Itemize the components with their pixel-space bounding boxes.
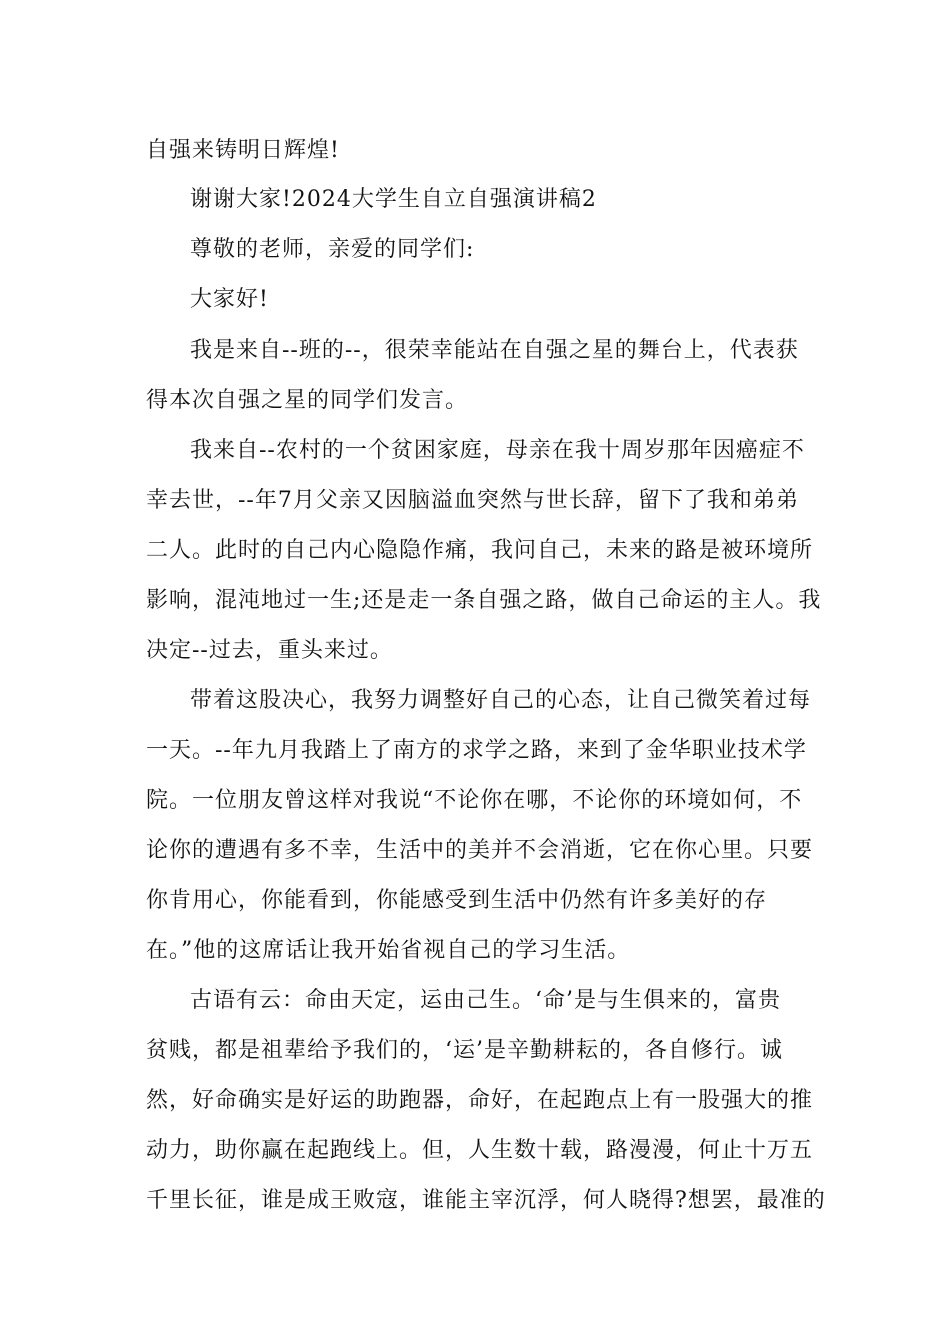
text-line-7: 我来自--农村的一个贫困家庭，母亲在我十周岁那年因癌症不	[190, 438, 805, 463]
text-line-17: 在。”他的这席话让我开始省视自己的学习生活。	[146, 938, 631, 963]
text-line-9: 二人。此时的自己内心隐隐作痛，我问自己，未来的路是被环境所	[146, 538, 814, 563]
text-line-18: 古语有云：命由天定，运由己生。‘命’是与生俱来的，富贵	[190, 988, 781, 1013]
text-line-2: 谢谢大家!2024大学生自立自强演讲稿2	[190, 187, 597, 212]
text-line-1: 自强来铸明日辉煌!	[146, 138, 340, 163]
text-line-3: 尊敬的老师，亲爱的同学们:	[190, 237, 475, 262]
text-line-19: 贫贱，都是祖辈给予我们的，‘运’是辛勤耕耘的，各自修行。诚	[146, 1038, 783, 1063]
text-line-5: 我是来自--班的--，很荣幸能站在自强之星的舞台上，代表获	[190, 338, 799, 363]
text-line-21: 动力，助你赢在起跑线上。但，人生数十载，路漫漫，何止十万五	[146, 1138, 814, 1163]
text-line-8: 幸去世，--年7月父亲又因脑溢血突然与世长辞，留下了我和弟弟	[146, 488, 799, 513]
text-line-15: 论你的遭遇有多不幸，生活中的美并不会消逝，它在你心里。只要	[146, 838, 814, 863]
text-line-20: 然，好命确实是好运的助跑器，命好，在起跑点上有一股强大的推	[146, 1088, 814, 1113]
text-line-4: 大家好!	[190, 287, 269, 312]
text-line-13: 一天。--年九月我踏上了南方的求学之路，来到了金华职业技术学	[146, 738, 807, 763]
text-line-14: 院。一位朋友曾这样对我说“不论你在哪，不论你的环境如何，不	[146, 788, 803, 813]
text-line-11: 决定--过去，重头来过。	[146, 638, 393, 663]
text-line-22: 千里长征，谁是成王败寇，谁能主宰沉浮，何人晓得?想罢，最准的	[146, 1188, 826, 1213]
text-line-12: 带着这股决心，我努力调整好自己的心态，让自己微笑着过每	[190, 688, 812, 713]
text-line-6: 得本次自强之星的同学们发言。	[146, 388, 469, 413]
text-line-10: 影响，混沌地过一生;还是走一条自强之路，做自己命运的主人。我	[146, 588, 822, 613]
text-line-16: 你肯用心，你能看到，你能感受到生活中仍然有许多美好的存	[146, 888, 768, 913]
